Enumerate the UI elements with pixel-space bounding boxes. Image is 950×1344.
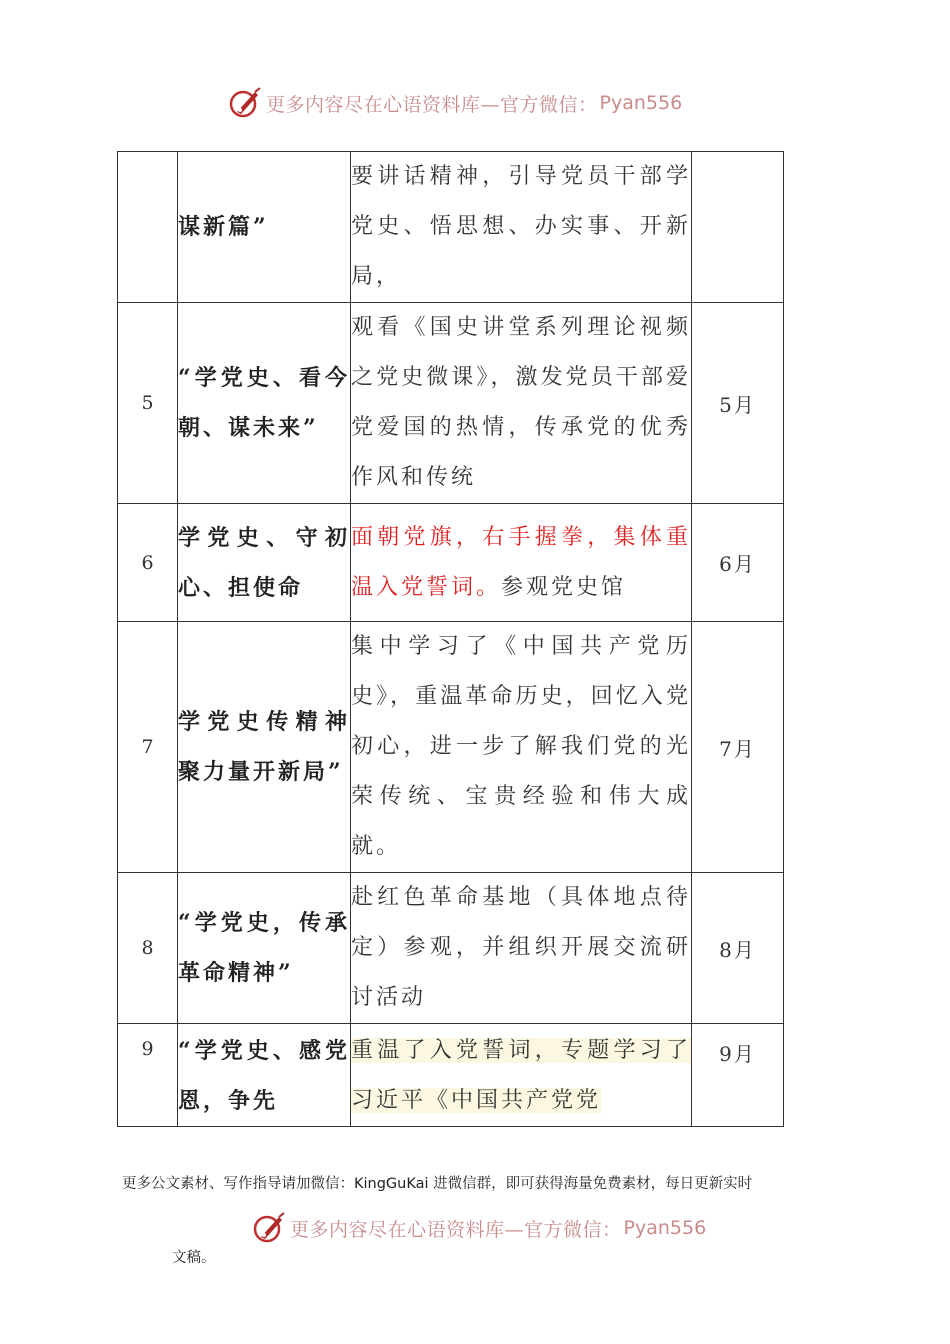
row-number — [118, 152, 178, 303]
row-number: 6 — [118, 504, 178, 622]
table-row — [118, 152, 784, 303]
activity-title: “学党史，传承革命精神” — [178, 873, 351, 1024]
activity-plan-table — [117, 151, 784, 1127]
activity-title: 学党史、守初心、担使命 — [178, 504, 351, 622]
activity-title: “学党史、感党恩，争先 — [178, 1024, 351, 1127]
activity-content: 观看《国史讲堂系列理论视频之党史微课》，激发党员干部爱党爱国的热情，传承党的优秀作风和传统 — [351, 303, 692, 504]
quill-logo-icon — [252, 1211, 286, 1245]
activity-content: 赴红色革命基地（具体地点待定）参观，并组织开展交流研讨活动 — [351, 873, 692, 1024]
activity-month: 5月 — [692, 303, 784, 504]
activity-content — [351, 1024, 692, 1127]
activity-title: 学党史传精神聚力量开新局” — [178, 622, 351, 873]
activity-content: 集中学习了《中国共产党历史》，重温革命历史，回忆入党初心，进一步了解我们党的光荣传统、宝贵经验和伟大成就。 — [351, 622, 692, 873]
watermark-id: Pyan556 — [599, 92, 683, 114]
footer-promo-line-end: 文稿。 — [172, 1250, 216, 1266]
watermark-banner-bottom — [252, 1211, 706, 1245]
activity-title: “学党史、看今朝、谋未来” — [178, 303, 351, 504]
row-number: 8 — [118, 873, 178, 1024]
highlighted-text: 重温了入党誓词，专题学习了习近平《中国共产党党 — [351, 1038, 691, 1113]
activity-title: 谋新篇” — [178, 152, 351, 303]
activity-month: 6月 — [692, 504, 784, 622]
watermark-banner-top — [228, 86, 682, 120]
table-row — [118, 504, 784, 622]
table-row — [118, 622, 784, 873]
watermark-text: 更多内容尽在心语资料库—官方微信： — [266, 93, 598, 116]
table-row — [118, 873, 784, 1024]
activity-month: 9月 — [692, 1024, 784, 1127]
row-number: 7 — [118, 622, 178, 873]
row-number: 5 — [118, 303, 178, 504]
footer-promo-line: 更多公文素材、写作指导请加微信：KingGuKai 进微信群，即可获得海量免费素材，每日更新实时 — [122, 1176, 753, 1192]
watermark-text: 更多内容尽在心语资料库—官方微信： — [290, 1218, 622, 1241]
activity-month — [692, 152, 784, 303]
table-row — [118, 1024, 784, 1127]
red-highlight-text: 面朝党旗，右手握拳，集体重温入党誓词。 — [351, 524, 691, 600]
table-row — [118, 303, 784, 504]
activity-content: 要讲话精神，引导党员干部学党史、悟思想、办实事、开新局， — [351, 152, 692, 303]
activity-month: 8月 — [692, 873, 784, 1024]
activity-content: 面朝党旗，右手握拳，集体重温入党誓词。参观党史馆 — [351, 504, 692, 622]
row-number: 9 — [118, 1024, 178, 1127]
watermark-id: Pyan556 — [623, 1217, 707, 1239]
activity-month: 7月 — [692, 622, 784, 873]
quill-logo-icon — [228, 86, 262, 120]
